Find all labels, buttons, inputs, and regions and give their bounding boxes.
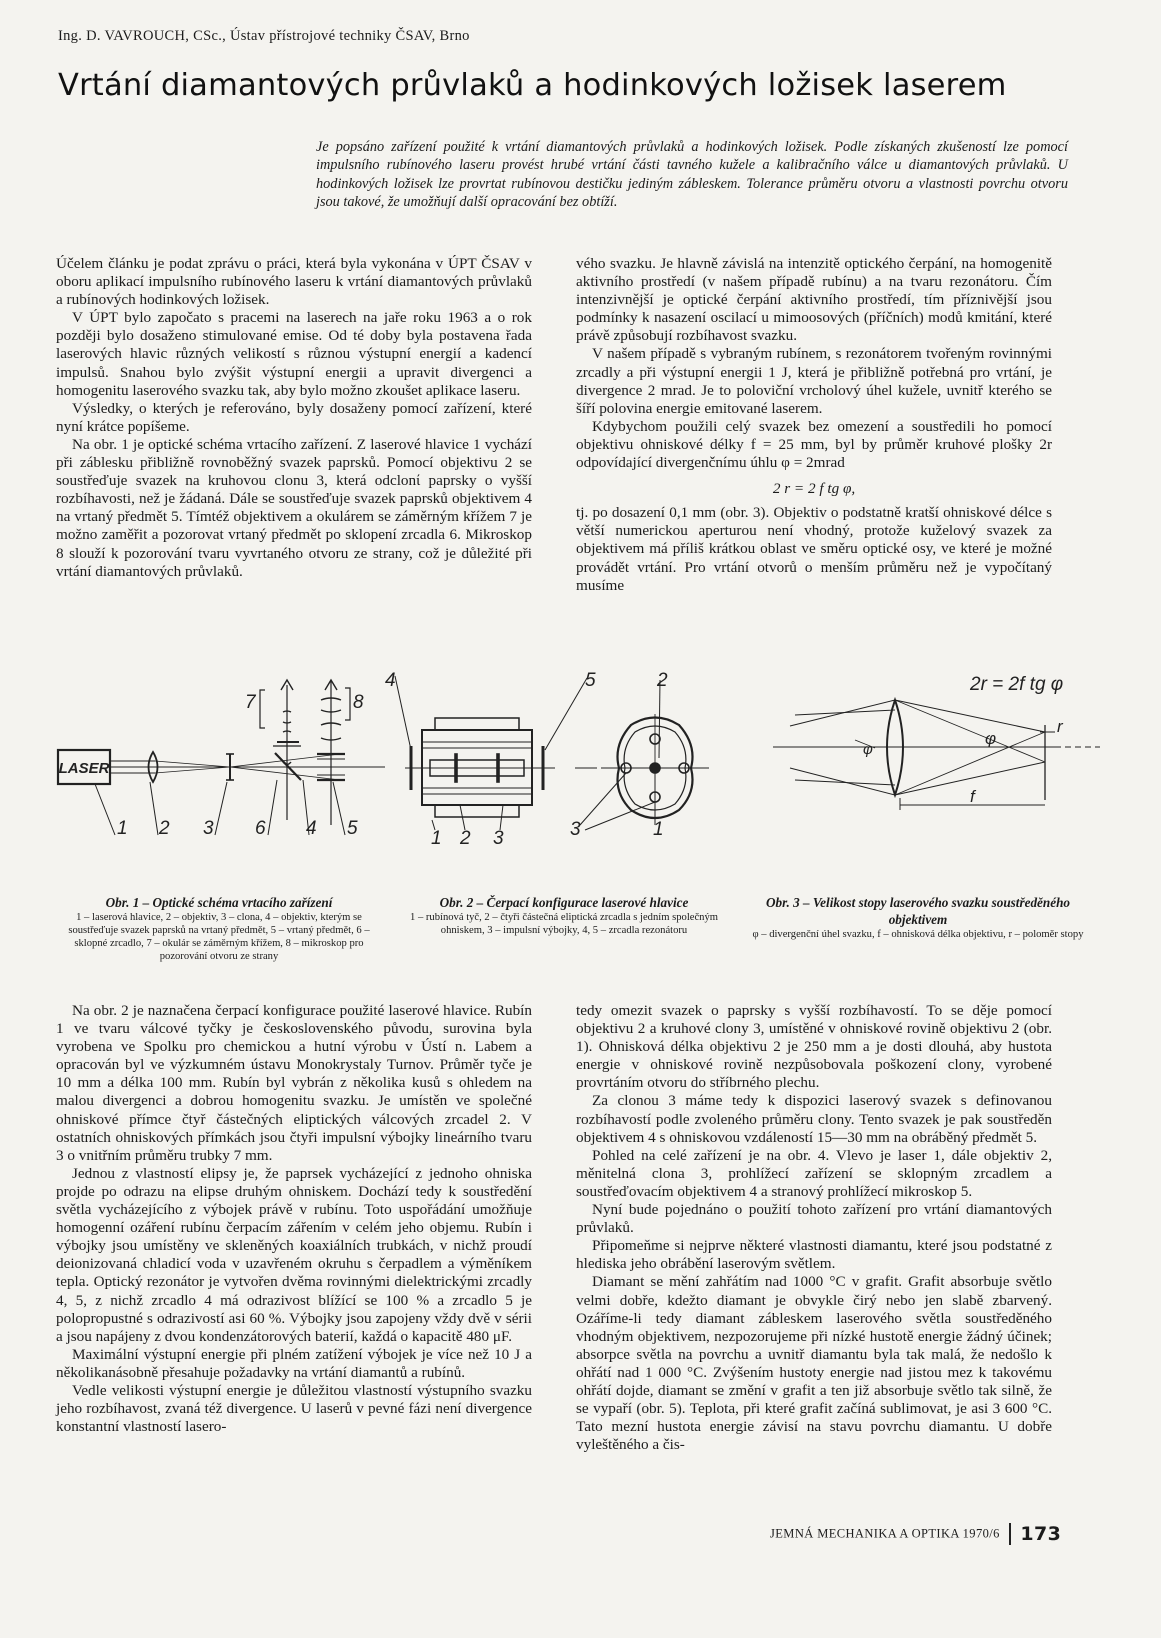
- paragraph: Jednou z vlastností elipsy je, že paprsek vycházející z jednoho ohniska projde po odrazu na elipse druhým ohniskem. Dochází tedy k soustředění světla vycházejícího z výbojek právě v rubínu. Toto uspořádání umožňuje homogenní ozáření rubínu čerpacím zářením v celém jeho objemu. Rubín i výbojky jsou umístěny ve skleněných koaxiálních trubkách, v nichž proudí deionizovaná chladicí voda v uzavřeném okruhu s čerpadlem a výměníkem tepla. Optický rezonátor je vytvořen dvěma rovinnými dielektrickými zrcadly 4, 5, z nichž zrcadlo 4 má odrazivost blížící se 100 % a zrcadlo 5 je polopropustné s odrazivostí asi 60 %. Výbojky jsou zapojeny vždy dvě v sérii a jsou napájeny z dvou kondenzátorových baterií, každá o kapacitě 480 μF.: [56, 1164, 532, 1345]
- page-footer: [770, 1523, 1090, 1545]
- fig2-label: 4: [385, 670, 396, 691]
- figures-drawing: [55, 670, 1115, 895]
- caption-body: 1 – rubínová tyč, 2 – čtyři částečná eliptická zrcadla s jedním společným ohniskem, 3 – impulsní výbojky, 4, 5 – zrcadla rezonátoru: [410, 912, 718, 936]
- paragraph: Připomeňme si nejprve některé vlastnosti diamantu, které jsou podstatné z hlediska jeho obrábění laserovým světlem.: [576, 1237, 1052, 1273]
- caption-title: Obr. 1 – Optické schéma vrtacího zařízení: [105, 895, 333, 910]
- paragraph: V našem případě s vybraným rubínem, s rezonátorem tvořeným rovinnými zrcadly a při výstupní energii 1 J, která je přibližně potřebná pro vrtání, je divergence 2 mrad. Je to poloviční vrcholový úhel kužele, uvnitř kterého se šíří polovina energie emitované laserem.: [576, 345, 1052, 417]
- fig1-label: 5: [347, 818, 358, 839]
- column-3: [56, 1002, 532, 1436]
- paragraph: Maximální výstupní energie při plném zatížení výbojek je více než 10 J a několikanásobně přesahuje požadavky na vrtání diamantů a rubínů.: [56, 1345, 532, 1381]
- paragraph: Diamant se mění zahřátím nad 1000 °C v grafit. Grafit absorbuje světlo velmi dobře, kdežto diamant je obvykle čirý nebo jen slabě zbarvený. Ozáříme-li tedy diamant zábleskem laserového světla soustředěného vhodným objektivem, nezpozorujeme při nízké hustotě energie žádný účinek; absorpce světla na povrchu a uvnitř diamantu byla tak malá, že nedošlo k ohřátí nad 1 000 °C. Zvýšením hustoty energie nad jistou mez k takovému ohřátí dojde, diamant se změní v grafit a ten již absorbuje světlo tak silně, že se vypaří (obr. 5). Teplota, při které grafit začíná sublimovat, je asi 3 600 °C. Tato mezní hustota energie závisí na stavu povrchu diamantu. U dobře vyleštěného a čis-: [576, 1273, 1052, 1454]
- laser-label: LASER: [58, 760, 110, 777]
- fig2-label: 2: [657, 670, 668, 691]
- paragraph: vého svazku. Je hlavně závislá na intenzitě optického čerpání, na homogenitě aktivního prostředí (v našem případě rubínu) a na tvaru rezonátoru. Čím intenzivnější je optické čerpání aktivního prostředí, tím příznivější jsou podmínky k nasazení oscilací u mimoosových (příčních) modů kmitání, které právě způsobují rozbíhavost svazku.: [576, 255, 1052, 345]
- fig1-label: 7: [245, 692, 256, 713]
- fig1-label: 1: [117, 818, 128, 839]
- paragraph: Pohled na celé zařízení je na obr. 4. Vlevo je laser 1, dále objektiv 2, měnitelná clona 3, prohlížecí zařízení se sklopným zrcadlem a soustřeďovacím objektivem 4 a stranový prohlížecí mikroskop 5.: [576, 1146, 1052, 1200]
- fig3-label: f: [970, 787, 975, 806]
- page-number: 173: [1020, 1523, 1062, 1545]
- caption-title: Obr. 3 – Velikost stopy laserového svazku soustředěného objektivem: [765, 895, 1071, 927]
- fig3-formula: 2r = 2f tg φ: [970, 674, 1064, 695]
- column-2: [576, 255, 1052, 595]
- column-1: [56, 255, 532, 581]
- journal-name: JEMNÁ MECHANIKA A OPTIKA 1970/6: [770, 1526, 1000, 1541]
- fig2-label: 5: [585, 670, 596, 691]
- fig1-label: 2: [159, 818, 170, 839]
- fig2-label: 3: [570, 819, 581, 840]
- article-title: Vrtání diamantových průvlaků a hodinkových ložisek laserem: [58, 68, 1007, 103]
- caption-body: 1 – laserová hlavice, 2 – objektiv, 3 – clona, 4 – objektiv, kterým se soustřeďuje svazek paprsků na vrtaný předmět, 5 – vrtaný předmět, 6 – sklopné zrcadlo, 7 – okulár se záměrným křížem, 8 – mikroskop pro pozorování otvoru ze strany: [68, 912, 370, 962]
- footer-divider: [1009, 1523, 1011, 1545]
- figure-1-caption: [58, 894, 380, 963]
- fig2-label: 1: [431, 828, 442, 849]
- fig3-label: r: [1057, 717, 1063, 736]
- abstract: Je popsáno zařízení použité k vrtání diamantových průvlaků a hodinkových ložisek. Podle získaných zkušeností lze pomocí impulsního rubínového laseru provést hrubé vrtání části tavného kužele a kalibračního válce u diamantových průvlaků. U hodinkových ložisek lze provrtat rubínovou destičku jediným zábleskem. Tolerance průměru otvoru a vlastnosti povrchu otvoru jsou takové, že umožňují další opracování bez obtíží.: [316, 139, 1068, 210]
- figure-2-drawing: [385, 670, 709, 849]
- figure-1-drawing: [58, 680, 385, 839]
- fig1-label: 6: [255, 818, 266, 839]
- equation: 2 r = 2 f tg φ,: [772, 480, 856, 498]
- figure-3-drawing: [773, 674, 1100, 810]
- fig1-label: 3: [203, 818, 214, 839]
- fig1-label: 8: [353, 692, 364, 713]
- paragraph: Vedle velikosti výstupní energie je důležitou vlastností výstupního svazku jeho rozbíhavost, zvaná též divergence. U laserů v pevné fázi není divergence konstantní vlastností lasero-: [56, 1381, 532, 1436]
- paragraph: Výsledky, o kterých je referováno, byly dosaženy pomocí zařízení, které nyní krátce popíšeme.: [56, 399, 532, 435]
- fig2-label: 1: [653, 819, 664, 840]
- fig3-label: φ: [863, 741, 873, 758]
- figure-2-caption: [400, 894, 728, 937]
- author-line: Ing. D. VAVROUCH, CSc., Ústav přístrojové techniky ČSAV, Brno: [58, 28, 470, 44]
- paragraph: Účelem článku je podat zprávu o práci, která byla vykonána v ÚPT ČSAV v oboru aplikací impulsního rubínového laseru k vrtání diamantových průvlaků a rubínových hodinkových ložisek.: [56, 255, 532, 309]
- caption-title: Obr. 2 – Čerpací konfigurace laserové hlavice: [439, 895, 689, 910]
- column-4: [576, 1002, 1052, 1454]
- fig2-label: 3: [493, 828, 504, 849]
- fig1-label: 4: [306, 818, 317, 839]
- figures-row: [55, 670, 1115, 895]
- paragraph: V ÚPT bylo započato s pracemi na laserech na jaře roku 1963 a o rok později bylo dosaženo stimulované emise. Od té doby byla postavena řada laserových hlavic různých velikostí s různou výstupní energií a kadencí impulsů. Snahou bylo zvýšit výstupní energii a upravit divergenci a homogenitu laserového svazku tak, aby bylo možno zkoušet aplikace laseru.: [56, 309, 532, 399]
- paragraph: Na obr. 2 je naznačena čerpací konfigurace použité laserové hlavice. Rubín 1 ve tvaru válcové tyčky je československého původu, surovina byla vyrobena ve Spolku pro chemickou a hutní výrobu v Ústí n. Labem a opracován byl ve výzkumném ústavu Monokrystaly Turnov. Průměr tyče je 10 mm a délka 100 mm. Rubín byl vybrán z několika kusů s ohledem na malou divergenci a dobrou homogenitu svazku. Je umístěn ve společné ohniskové přímce čtyř částečných eliptických válcových zrcadel 2. V ostatních ohniskových přímkách jsou čtyři impulsní výbojky lineárního tvaru 3 o vnitřním průměru trubky 7 mm.: [56, 1002, 532, 1164]
- paragraph: Nyní bude pojednáno o použití tohoto zařízení pro vrtání diamantových průvlaků.: [576, 1201, 1052, 1237]
- caption-body: φ – divergenční úhel svazku, f – ohnisková délka objektivu, r – poloměr stopy: [752, 929, 1084, 940]
- paragraph: Za clonou 3 máme tedy k dispozici laserový svazek s definovanou rozbíhavostí podle zvoleného průměru clony. Tento svazek je pak soustředěn objektivem 4 s ohniskovou vzdáleností 15—30 mm na obráběný předmět 5.: [576, 1092, 1052, 1146]
- fig3-label: φ: [985, 729, 997, 748]
- figure-3-caption: [748, 894, 1088, 941]
- paragraph: Na obr. 1 je optické schéma vrtacího zařízení. Z laserové hlavice 1 vychází při záblesku přibližně rovnoběžný svazek paprsků. Pomocí objektivu 2 se soustřeďuje svazek na kruhovou clonu 3, která odclonί paprsky o vyšší rozbíhavosti, než je žádaná. Dále se soustřeďuje svazek paprsků objektivem 4 na vrtaný předmět 5. Tímtéž objektivem a okulárem se záměrným křížem 7 je možno zaměřit a pozorovat vrtaný předmět po sklopení zrcadla 6. Mikroskop 8 slouží k pozorování tvaru vyvrtaného otvoru ze strany, což je důležité při vrtání diamantových průvlaků.: [56, 435, 532, 580]
- paragraph: tedy omezit svazek o paprsky s vyšší rozbíhavostí. To se děje pomocí objektivu 2 a kruhové clony 3, umístěné v ohniskové rovině objektivu 2 (obr. 1). Ohnisková délka objektivu 2 je 250 mm a je dosti dlouhá, aby hustota energie v ohniskové rovině nezpůsobovala poškození clony, vyrobené provrtáním otvoru do stříbrného plechu.: [576, 1002, 1052, 1092]
- paragraph: tj. po dosazení 0,1 mm (obr. 3). Objektiv o podstatně kratší ohniskové délce s větší numerickou aperturou není vhodný, protože kuželový svazek za objektivem má příliš krátkou oblast ve směru optické osy, ve které je možné provádět vrtání. Pro vrtání otvorů o menším průměru než je vypočítaný musíme: [576, 504, 1052, 594]
- paragraph: Kdybychom použili celý svazek bez omezení a soustředili ho pomocí objektivu ohniskové délky f = 25 mm, byl by průměr kruhové plošky 2r odpovídající divergenčnímu úhlu φ = 2mrad: [576, 417, 1052, 472]
- fig2-label: 2: [460, 828, 471, 849]
